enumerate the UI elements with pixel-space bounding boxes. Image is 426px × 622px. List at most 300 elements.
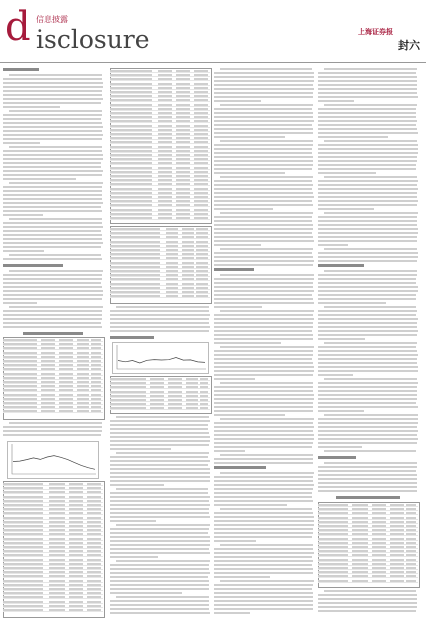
text-line	[214, 188, 312, 190]
table-row	[318, 517, 418, 520]
row-divider	[318, 527, 418, 528]
text-line	[9, 74, 102, 76]
row-divider	[318, 531, 418, 532]
text-line	[110, 504, 210, 506]
text-line	[214, 192, 313, 194]
table-row	[3, 508, 103, 511]
text-line	[318, 386, 417, 388]
text-line	[318, 116, 416, 118]
table-row	[110, 291, 210, 294]
text-line	[3, 282, 101, 284]
text-line	[318, 80, 417, 82]
text-line	[318, 144, 418, 146]
text-line	[324, 342, 417, 344]
text-line	[214, 278, 314, 280]
text-line	[9, 218, 102, 220]
text-line	[214, 350, 313, 352]
text-line	[110, 608, 209, 610]
table-row	[3, 504, 103, 507]
text-line	[116, 596, 209, 598]
row-divider	[3, 396, 103, 397]
table-row	[3, 550, 103, 553]
text-line	[318, 338, 365, 340]
text-line	[214, 282, 313, 284]
text-line	[214, 136, 285, 138]
text-line	[3, 186, 102, 188]
table-row	[3, 525, 103, 528]
brand-initial: d	[5, 4, 31, 50]
text-line	[214, 240, 314, 242]
row-divider	[110, 173, 210, 174]
text-line	[3, 294, 103, 296]
row-divider	[318, 506, 418, 507]
text-line	[318, 478, 417, 480]
text-line	[318, 610, 416, 612]
table-row	[3, 347, 103, 350]
table-row	[110, 241, 210, 244]
text-line	[3, 198, 102, 200]
text-line	[214, 322, 313, 324]
text-line	[110, 512, 209, 514]
text-line	[214, 524, 314, 526]
text-line	[116, 452, 209, 454]
table-row	[110, 129, 210, 132]
row-divider	[110, 285, 210, 286]
text-line	[110, 576, 208, 578]
text-line	[214, 204, 313, 206]
text-line	[3, 158, 103, 160]
table-row	[3, 491, 103, 494]
text-line	[214, 496, 312, 498]
text-line	[110, 564, 209, 566]
table-row	[110, 104, 210, 107]
row-divider	[3, 498, 103, 499]
text-line	[214, 228, 313, 230]
text-line	[318, 370, 418, 372]
text-line	[214, 540, 256, 542]
row-divider	[110, 114, 210, 115]
text-line	[110, 432, 209, 434]
text-line	[214, 342, 281, 344]
text-line	[214, 264, 313, 266]
row-divider	[3, 370, 103, 371]
table-row	[318, 525, 418, 528]
text-line	[220, 418, 314, 420]
section-heading	[318, 264, 364, 267]
text-line	[318, 128, 417, 130]
table-row	[110, 87, 210, 90]
text-line	[214, 116, 313, 118]
text-line	[214, 402, 313, 404]
table-row	[110, 158, 210, 161]
row-divider	[110, 72, 210, 73]
text-line	[214, 374, 313, 376]
text-line	[110, 548, 209, 550]
text-line	[214, 548, 313, 550]
text-line	[220, 212, 313, 214]
text-line	[110, 444, 209, 446]
text-line	[318, 108, 416, 110]
text-line	[318, 164, 416, 166]
text-line	[324, 450, 416, 452]
table-row	[3, 538, 103, 541]
text-line	[318, 286, 418, 288]
table-row	[3, 592, 103, 595]
text-line	[214, 450, 245, 452]
row-divider	[3, 561, 103, 562]
text-line	[110, 310, 209, 312]
row-divider	[110, 156, 210, 157]
row-divider	[318, 577, 418, 578]
table-row	[3, 529, 103, 532]
text-line	[214, 568, 313, 570]
row-divider	[3, 391, 103, 392]
row-divider	[110, 89, 210, 90]
row-divider	[3, 412, 103, 413]
text-line	[214, 592, 313, 594]
text-line	[3, 250, 44, 252]
text-line	[214, 76, 314, 78]
text-line	[110, 492, 208, 494]
masthead-rule	[0, 62, 426, 63]
row-divider	[3, 582, 103, 583]
row-divider	[110, 185, 210, 186]
table-row	[3, 352, 103, 355]
row-divider	[110, 93, 210, 94]
text-line	[9, 270, 103, 272]
text-line	[3, 86, 103, 88]
text-line	[214, 96, 313, 98]
table-row	[318, 580, 418, 583]
chart-axes	[117, 345, 206, 369]
section-heading	[110, 336, 154, 339]
row-divider	[3, 358, 103, 359]
text-line	[318, 334, 417, 336]
row-divider	[318, 573, 418, 574]
row-divider	[110, 106, 210, 107]
row-divider	[110, 393, 210, 394]
table-row	[110, 382, 210, 385]
text-line	[214, 422, 313, 424]
text-line	[110, 330, 209, 332]
text-line	[318, 430, 418, 432]
text-line	[318, 188, 418, 190]
table-row	[318, 529, 418, 532]
text-line	[214, 236, 313, 238]
row-divider	[110, 181, 210, 182]
text-line	[318, 152, 418, 154]
text-line	[318, 274, 417, 276]
row-divider	[110, 293, 210, 294]
row-divider	[110, 397, 210, 398]
text-line	[318, 606, 417, 608]
text-line	[214, 588, 312, 590]
paper-logo: 上海证券报	[358, 28, 393, 36]
text-line	[3, 126, 103, 128]
table-row	[3, 605, 103, 608]
text-line	[318, 196, 417, 198]
text-line	[220, 274, 314, 276]
table-row	[3, 339, 103, 342]
row-divider	[3, 569, 103, 570]
text-line	[3, 246, 101, 248]
table-row	[110, 228, 210, 231]
text-line	[318, 132, 418, 134]
row-divider	[3, 611, 103, 612]
text-line	[318, 76, 417, 78]
text-line	[214, 430, 313, 432]
row-divider	[318, 544, 418, 545]
text-line	[3, 166, 101, 168]
row-divider	[3, 573, 103, 574]
table-row	[110, 146, 210, 149]
text-line	[110, 480, 210, 482]
table-row	[110, 188, 210, 191]
text-line	[3, 194, 102, 196]
text-line	[3, 94, 102, 96]
text-line	[214, 326, 313, 328]
row-divider	[318, 556, 418, 557]
text-line	[3, 290, 103, 292]
text-line	[318, 236, 417, 238]
text-line	[324, 270, 417, 272]
row-divider	[318, 540, 418, 541]
text-line	[110, 532, 208, 534]
text-line	[214, 564, 312, 566]
table-row	[110, 112, 210, 115]
text-line	[318, 374, 353, 376]
text-line	[214, 298, 313, 300]
text-line	[3, 426, 102, 428]
text-line	[318, 298, 416, 300]
text-line	[318, 322, 417, 324]
text-line	[110, 420, 210, 422]
text-line	[214, 294, 312, 296]
table-row	[110, 175, 210, 178]
text-line	[214, 476, 313, 478]
table-row	[110, 232, 210, 235]
table-row	[3, 542, 103, 545]
text-line	[318, 256, 418, 258]
text-line	[214, 370, 314, 372]
row-divider	[3, 502, 103, 503]
text-line	[318, 72, 416, 74]
text-line	[214, 224, 313, 226]
text-line	[3, 258, 102, 260]
row-divider	[318, 510, 418, 511]
text-line	[318, 402, 416, 404]
row-divider	[3, 548, 103, 549]
text-line	[214, 216, 312, 218]
table-row	[110, 183, 210, 186]
text-line	[110, 516, 210, 518]
text-line	[110, 580, 209, 582]
text-line	[214, 92, 313, 94]
text-line	[3, 134, 103, 136]
text-line	[214, 394, 314, 396]
text-line	[214, 398, 314, 400]
text-line	[318, 398, 417, 400]
text-line	[3, 274, 102, 276]
text-line	[110, 496, 210, 498]
text-line	[214, 314, 313, 316]
table-row	[110, 262, 210, 265]
text-line	[214, 532, 313, 534]
text-line	[220, 248, 313, 250]
text-line	[214, 168, 312, 170]
table-row	[318, 554, 418, 557]
text-line	[214, 164, 313, 166]
table-row	[110, 283, 210, 286]
row-divider	[110, 211, 210, 212]
text-line	[3, 302, 37, 304]
text-line	[214, 132, 313, 134]
row-divider	[3, 345, 103, 346]
table-row	[3, 406, 103, 409]
text-line	[214, 260, 314, 262]
text-line	[214, 148, 312, 150]
text-line	[3, 138, 102, 140]
text-line	[3, 142, 40, 144]
text-line	[318, 172, 376, 174]
text-line	[214, 252, 312, 254]
text-line	[110, 588, 209, 590]
table-row	[110, 249, 210, 252]
text-line	[324, 590, 416, 592]
table-row	[110, 266, 210, 269]
text-line	[3, 242, 103, 244]
text-line	[318, 204, 417, 206]
row-divider	[3, 527, 103, 528]
row-divider	[318, 514, 418, 515]
text-line	[110, 314, 210, 316]
table-row	[3, 517, 103, 520]
table-row	[318, 550, 418, 553]
table-row	[110, 245, 210, 248]
row-divider	[110, 215, 210, 216]
table-row	[3, 500, 103, 503]
text-line	[116, 306, 209, 308]
row-divider	[3, 485, 103, 486]
text-line	[214, 560, 313, 562]
text-line	[318, 120, 417, 122]
text-line	[324, 414, 418, 416]
row-divider	[110, 297, 210, 298]
row-divider	[110, 164, 210, 165]
text-line	[214, 572, 313, 574]
text-line	[3, 286, 102, 288]
text-line	[318, 260, 417, 262]
text-line	[110, 508, 209, 510]
table-row	[3, 343, 103, 346]
text-line	[214, 72, 314, 74]
text-line	[116, 488, 208, 490]
text-line	[214, 512, 313, 514]
text-line	[110, 556, 158, 558]
text-line	[318, 418, 418, 420]
table-row	[110, 204, 210, 207]
text-line	[214, 446, 312, 448]
table-row	[110, 171, 210, 174]
text-line	[318, 180, 418, 182]
text-line	[220, 580, 314, 582]
section-heading	[3, 68, 39, 71]
table-row	[318, 575, 418, 578]
row-divider	[3, 607, 103, 608]
table-row	[3, 580, 103, 583]
row-divider	[3, 408, 103, 409]
text-line	[9, 110, 102, 112]
table-row	[318, 571, 418, 574]
text-line	[110, 436, 210, 438]
table-row	[110, 287, 210, 290]
text-line	[318, 470, 416, 472]
row-divider	[3, 383, 103, 384]
text-line	[318, 220, 417, 222]
table-row	[3, 398, 103, 401]
text-line	[214, 306, 262, 308]
text-line	[110, 528, 209, 530]
row-divider	[3, 556, 103, 557]
row-divider	[3, 590, 103, 591]
table-row	[110, 133, 210, 136]
row-divider	[318, 552, 418, 553]
table-row	[110, 108, 210, 111]
table-row	[110, 91, 210, 94]
text-line	[214, 302, 314, 304]
text-line	[220, 140, 313, 142]
text-line	[3, 206, 101, 208]
table-row	[110, 167, 210, 170]
text-line	[220, 310, 314, 312]
text-line	[324, 104, 417, 106]
text-line	[3, 238, 102, 240]
section-heading	[318, 456, 356, 459]
text-line	[110, 318, 209, 320]
table-row	[3, 588, 103, 591]
row-divider	[3, 540, 103, 541]
table-row	[318, 504, 418, 507]
row-divider	[3, 594, 103, 595]
text-line	[110, 448, 171, 450]
text-line	[110, 520, 156, 522]
text-line	[3, 170, 103, 172]
text-line	[318, 486, 417, 488]
row-divider	[110, 230, 210, 231]
section-heading	[214, 466, 266, 469]
text-line	[318, 350, 417, 352]
text-line	[318, 442, 417, 444]
row-divider	[318, 565, 418, 566]
table-row	[110, 141, 210, 144]
text-line	[214, 596, 313, 598]
text-line	[318, 192, 417, 194]
row-divider	[3, 535, 103, 536]
text-line	[220, 382, 313, 384]
text-line	[214, 318, 314, 320]
table-row	[110, 236, 210, 239]
text-line	[214, 120, 314, 122]
text-line	[3, 222, 102, 224]
text-line	[318, 184, 417, 186]
text-line	[318, 382, 418, 384]
text-line	[318, 598, 417, 600]
text-line	[318, 602, 417, 604]
text-line	[318, 244, 348, 246]
text-line	[318, 438, 418, 440]
text-line	[110, 568, 209, 570]
text-line	[318, 136, 388, 138]
